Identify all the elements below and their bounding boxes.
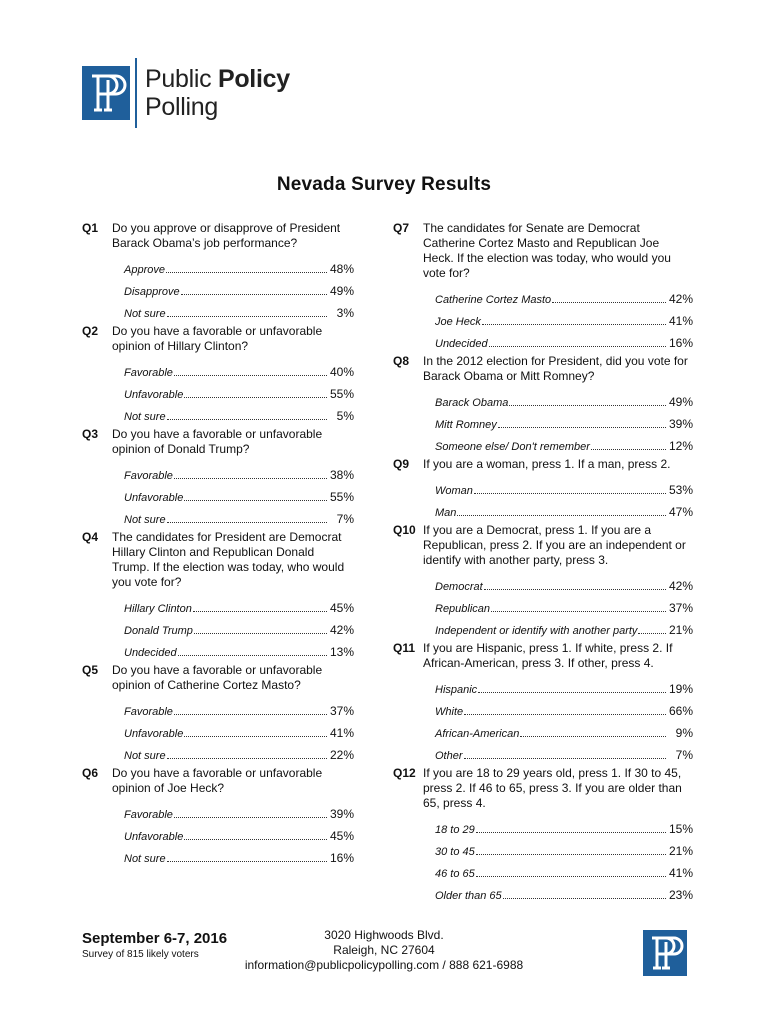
dot-leader: [184, 499, 327, 501]
dot-leader: [167, 315, 327, 317]
question-text: If you are a woman, press 1. If a man, press 2.: [423, 457, 671, 471]
answer-row: [124, 740, 354, 762]
answer-row: [435, 328, 693, 350]
dot-leader: [174, 713, 327, 715]
answer-percentage: 66%: [668, 704, 693, 718]
question-header: [393, 523, 693, 568]
dot-leader: [167, 521, 327, 523]
question-q12: [393, 766, 693, 902]
answer-list: [124, 593, 354, 659]
dot-leader: [520, 735, 666, 737]
brand-name-light: Public: [145, 65, 212, 93]
answer-row: [124, 379, 354, 401]
question-q10: [393, 523, 693, 637]
answer-list: [435, 284, 693, 350]
answer-list: [124, 799, 354, 865]
answer-percentage: 12%: [668, 439, 693, 453]
answer-row: [435, 836, 693, 858]
address-line-2: Raleigh, NC 27604: [333, 943, 435, 957]
question-header: [393, 641, 693, 671]
answer-percentage: 22%: [329, 748, 354, 762]
dot-leader: [503, 897, 666, 899]
answer-label: Other: [435, 750, 463, 762]
answer-row: [435, 718, 693, 740]
answer-percentage: 49%: [668, 395, 693, 409]
answer-row: [124, 460, 354, 482]
answer-label: Hillary Clinton: [124, 603, 192, 615]
answer-percentage: 47%: [668, 505, 693, 519]
answer-percentage: 23%: [668, 888, 693, 902]
question-header: [82, 427, 354, 457]
dot-leader: [509, 404, 666, 406]
dot-leader: [167, 860, 327, 862]
answer-list: [435, 475, 693, 519]
answer-row: [435, 475, 693, 497]
answer-percentage: 55%: [329, 490, 354, 504]
answer-label: Disapprove: [124, 286, 180, 298]
answer-percentage: 7%: [675, 748, 693, 762]
answer-label: Donald Trump: [124, 625, 193, 637]
question-q11: [393, 641, 693, 762]
question-number: Q9: [393, 457, 410, 471]
footer-ppp-logo-icon: [643, 930, 687, 976]
dot-leader: [457, 514, 666, 516]
answer-percentage: 3%: [336, 306, 354, 320]
answer-label: Man: [435, 507, 457, 519]
question-text: If you are 18 to 29 years old, press 1. If 30 to 45, press 2. If 46 to 65, press 3. If you are older than 65, press 4.: [423, 766, 682, 810]
answer-percentage: 13%: [329, 645, 354, 659]
question-number: Q5: [82, 663, 99, 677]
answer-row: [435, 431, 693, 453]
answer-row: [435, 880, 693, 902]
survey-date: September 6-7, 2016: [82, 930, 228, 947]
question-header: [82, 324, 354, 354]
answer-percentage: 21%: [668, 623, 693, 637]
question-text: The candidates for Senate are Democrat Catherine Cortez Masto and Republican Joe Heck. If the election was today, who would you vote for?: [423, 221, 671, 280]
answer-label: Undecided: [124, 647, 177, 659]
question-header: [393, 354, 693, 384]
answer-percentage: 5%: [336, 409, 354, 423]
question-text: The candidates for President are Democrat Hillary Clinton and Republican Donald Trump. If the election was today, who would you vote for?: [112, 530, 345, 589]
answer-label: Favorable: [124, 809, 173, 821]
answer-list: [124, 357, 354, 423]
question-text: If you are a Democrat, press 1. If you are a Republican, press 2. If you are an independent or identify with another party, press 3.: [423, 523, 686, 567]
answer-percentage: 45%: [329, 601, 354, 615]
answer-list: [124, 254, 354, 320]
footer-address: [214, 928, 554, 973]
dot-leader: [184, 396, 327, 398]
answer-label: Favorable: [124, 470, 173, 482]
answer-label: Not sure: [124, 853, 166, 865]
question-number: Q7: [393, 221, 410, 235]
answer-row: [124, 276, 354, 298]
answer-percentage: 40%: [329, 365, 354, 379]
dot-leader: [174, 477, 327, 479]
question-header: [393, 221, 693, 281]
answer-label: Catherine Cortez Masto: [435, 294, 552, 306]
answer-label: Older than 65: [435, 890, 502, 902]
dot-leader: [178, 654, 327, 656]
answer-row: [435, 740, 693, 762]
answer-label: Hispanic: [435, 684, 478, 696]
question-number: Q11: [393, 641, 416, 655]
question-number: Q8: [393, 354, 410, 368]
question-text: If you are Hispanic, press 1. If white, press 2. If African-American, press 3. If other, press 4.: [423, 641, 673, 670]
question-q4: [82, 530, 354, 659]
dot-leader: [184, 735, 327, 737]
answer-label: Barack Obama: [435, 397, 509, 409]
question-number: Q4: [82, 530, 99, 544]
question-q6: [82, 766, 354, 865]
answer-row: [435, 674, 693, 696]
answer-list: [435, 387, 693, 453]
answer-label: Not sure: [124, 308, 166, 320]
question-text: Do you have a favorable or unfavorable opinion of Donald Trump?: [112, 427, 323, 456]
dot-leader: [638, 632, 666, 634]
dot-leader: [194, 632, 327, 634]
dot-leader: [491, 610, 666, 612]
answer-list: [435, 571, 693, 637]
answer-row: [124, 401, 354, 423]
answer-percentage: 41%: [668, 866, 693, 880]
dot-leader: [193, 610, 327, 612]
answer-row: [124, 504, 354, 526]
answer-label: Not sure: [124, 514, 166, 526]
dot-leader: [476, 853, 666, 855]
answer-percentage: 16%: [668, 336, 693, 350]
ppp-logo-icon: [82, 66, 130, 120]
answer-row: [435, 387, 693, 409]
dot-leader: [552, 301, 666, 303]
answer-label: Favorable: [124, 367, 173, 379]
question-header: [82, 663, 354, 693]
answer-percentage: 41%: [668, 314, 693, 328]
question-number: Q3: [82, 427, 99, 441]
answer-percentage: 41%: [329, 726, 354, 740]
answer-percentage: 37%: [329, 704, 354, 718]
answer-label: Mitt Romney: [435, 419, 497, 431]
dot-leader: [474, 492, 666, 494]
dot-leader: [498, 426, 666, 428]
answer-row: [124, 637, 354, 659]
question-q3: [82, 427, 354, 526]
question-q8: [393, 354, 693, 453]
question-header: [82, 530, 354, 590]
address-line-1: 3020 Highwoods Blvd.: [324, 928, 444, 942]
question-header: [393, 457, 693, 472]
answer-row: [435, 497, 693, 519]
answer-list: [124, 460, 354, 526]
page-title: Nevada Survey Results: [276, 174, 492, 195]
question-number: Q12: [393, 766, 416, 780]
brand-name: [145, 65, 290, 121]
answer-percentage: 19%: [668, 682, 693, 696]
question-text: Do you have a favorable or unfavorable opinion of Joe Heck?: [112, 766, 323, 795]
answer-label: Approve: [124, 264, 165, 276]
answer-row: [124, 843, 354, 865]
answer-percentage: 39%: [668, 417, 693, 431]
answer-percentage: 42%: [329, 623, 354, 637]
answer-label: Republican: [435, 603, 491, 615]
answer-row: [124, 718, 354, 740]
contact-line: information@publicpolicypolling.com / 888 621-6988: [244, 958, 524, 972]
dot-leader: [184, 838, 327, 840]
answer-label: Unfavorable: [124, 831, 184, 843]
answer-label: 46 to 65: [435, 868, 475, 880]
answer-percentage: 38%: [329, 468, 354, 482]
dot-leader: [478, 691, 666, 693]
answer-percentage: 21%: [668, 844, 693, 858]
answer-row: [124, 799, 354, 821]
answer-percentage: 15%: [668, 822, 693, 836]
answer-row: [124, 357, 354, 379]
dot-leader: [591, 448, 666, 450]
question-text: Do you approve or disapprove of President Barack Obama’s job performance?: [112, 221, 341, 250]
answer-label: Someone else/ Don't remember: [435, 441, 590, 453]
answer-row: [435, 615, 693, 637]
brand-name-line2: Polling: [145, 93, 218, 121]
answer-label: Unfavorable: [124, 389, 184, 401]
right-question-column: [393, 221, 693, 906]
answer-label: Unfavorable: [124, 492, 184, 504]
answer-row: [435, 696, 693, 718]
answer-label: Woman: [435, 485, 473, 497]
left-question-column: [82, 221, 354, 869]
answer-percentage: 42%: [668, 292, 693, 306]
answer-label: Favorable: [124, 706, 173, 718]
answer-row: [435, 409, 693, 431]
question-text: In the 2012 election for President, did you vote for Barack Obama or Mitt Romney?: [423, 354, 688, 383]
question-header: [393, 766, 693, 811]
answer-row: [124, 298, 354, 320]
answer-list: [435, 674, 693, 762]
answer-percentage: 48%: [329, 262, 354, 276]
answer-row: [124, 254, 354, 276]
answer-label: 18 to 29: [435, 824, 475, 836]
question-header: [82, 221, 354, 251]
answer-percentage: 55%: [329, 387, 354, 401]
survey-sample: Survey of 815 likely voters: [82, 949, 199, 960]
answer-list: [435, 814, 693, 902]
answer-row: [124, 821, 354, 843]
answer-row: [435, 306, 693, 328]
answer-percentage: 49%: [329, 284, 354, 298]
logo-divider: [135, 58, 137, 128]
question-number: Q6: [82, 766, 99, 780]
answer-label: Independent or identify with another party: [435, 625, 638, 637]
answer-label: Joe Heck: [435, 316, 481, 328]
answer-row: [435, 814, 693, 836]
dot-leader: [167, 418, 327, 420]
answer-percentage: 45%: [329, 829, 354, 843]
question-header: [82, 766, 354, 796]
question-text: Do you have a favorable or unfavorable opinion of Hillary Clinton?: [112, 324, 323, 353]
question-number: Q2: [82, 324, 99, 338]
dot-leader: [166, 271, 327, 273]
answer-row: [435, 284, 693, 306]
footer-date-block: [82, 930, 227, 960]
answer-label: Not sure: [124, 411, 166, 423]
answer-percentage: 42%: [668, 579, 693, 593]
answer-row: [435, 571, 693, 593]
answer-label: Undecided: [435, 338, 488, 350]
question-number: Q10: [393, 523, 416, 537]
dot-leader: [464, 713, 666, 715]
answer-row: [124, 482, 354, 504]
answer-list: [124, 696, 354, 762]
dot-leader: [476, 831, 666, 833]
question-q2: [82, 324, 354, 423]
answer-row: [435, 593, 693, 615]
dot-leader: [174, 374, 327, 376]
answer-percentage: 39%: [329, 807, 354, 821]
answer-label: African-American: [435, 728, 520, 740]
brand-logo: [82, 58, 290, 128]
brand-name-bold: Policy: [217, 65, 290, 93]
answer-percentage: 9%: [675, 726, 693, 740]
answer-label: Democrat: [435, 581, 483, 593]
dot-leader: [489, 345, 666, 347]
answer-row: [124, 593, 354, 615]
answer-label: White: [435, 706, 464, 718]
dot-leader: [464, 757, 666, 759]
dot-leader: [167, 757, 327, 759]
answer-label: Unfavorable: [124, 728, 184, 740]
dot-leader: [181, 293, 327, 295]
dot-leader: [476, 875, 666, 877]
question-q7: [393, 221, 693, 350]
dot-leader: [482, 323, 666, 325]
question-text: Do you have a favorable or unfavorable opinion of Catherine Cortez Masto?: [112, 663, 323, 692]
question-q1: [82, 221, 354, 320]
answer-label: 30 to 45: [435, 846, 475, 858]
question-number: Q1: [82, 221, 99, 235]
answer-row: [124, 615, 354, 637]
answer-label: Not sure: [124, 750, 166, 762]
question-q5: [82, 663, 354, 762]
answer-percentage: 53%: [668, 483, 693, 497]
answer-percentage: 16%: [329, 851, 354, 865]
answer-row: [435, 858, 693, 880]
dot-leader: [174, 816, 327, 818]
answer-percentage: 7%: [336, 512, 354, 526]
answer-percentage: 37%: [668, 601, 693, 615]
answer-row: [124, 696, 354, 718]
question-q9: [393, 457, 693, 519]
dot-leader: [484, 588, 666, 590]
